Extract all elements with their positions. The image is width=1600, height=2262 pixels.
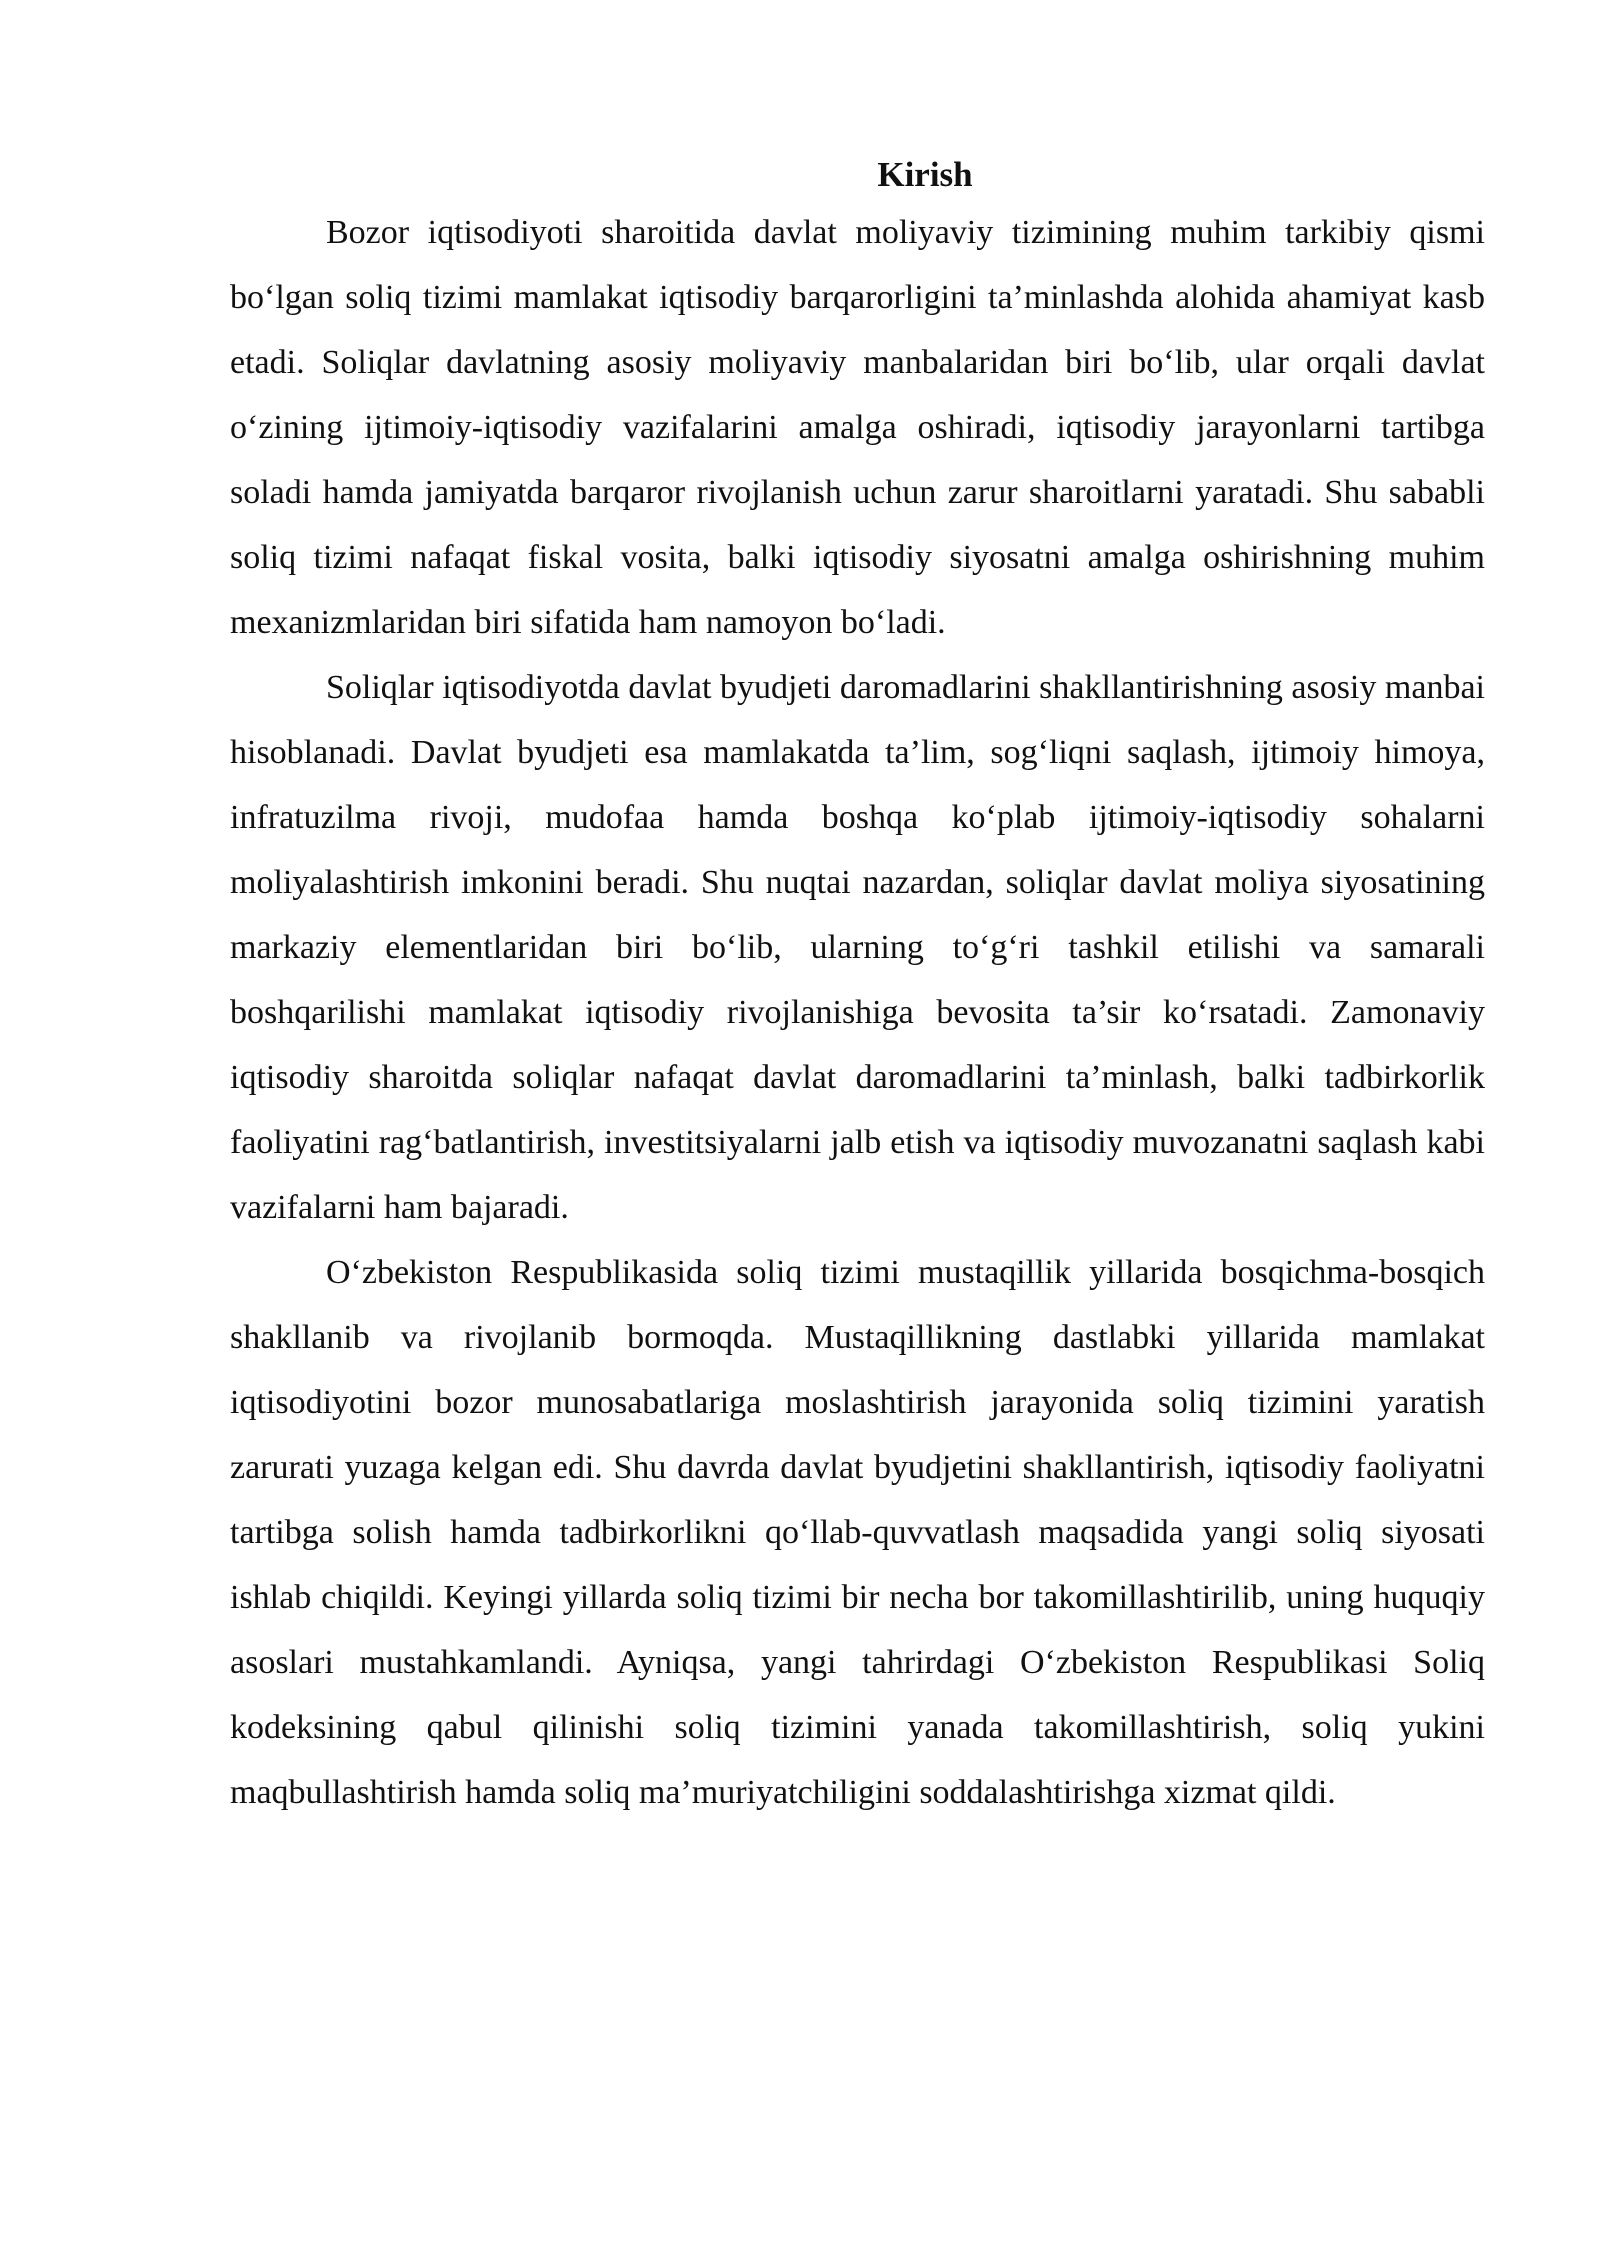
paragraph-2: Soliqlar iqtisodiyotda davlat byudjeti daromadlarini shakllantirishning asosiy manbai hisoblanadi. Davlat byudjeti esa mamlakatda ta’lim, sog‘liqni saqlash, ijtimoiy himoya, infratuzilma rivoji, mudofaa hamda boshqa ko‘plab ijtimoiy-iqtisodiy sohalarni moliyalashtirish imkonini beradi. Shu nuqtai nazardan, soliqlar davlat moliya siyosatining markaziy elementlaridan biri bo‘lib, ularning to‘g‘ri tashkil etilishi va samarali boshqarilishi mamlakat iqtisodiy rivojlanishiga bevosita ta’sir ko‘rsatadi. Zamonaviy iqtisodiy sharoitda soliqlar nafaqat davlat daromadlarini ta’minlash, balki tadbirkorlik faoliyatini rag‘batlantirish, investitsiyalarni jalb etish va iqtisodiy muvozanatni saqlash kabi vazifalarni ham bajaradi. (230, 669, 1485, 1226)
paragraph-1: Bozor iqtisodiyoti sharoitida davlat moliyaviy tizimining muhim tarkibiy qismi bo‘lgan soliq tizimi mamlakat iqtisodiy barqarorligini ta’minlashda alohida ahamiyat kasb etadi. Soliqlar davlatning asosiy moliyaviy manbalaridan biri bo‘lib, ular orqali davlat o‘zining ijtimoiy-iqtisodiy vazifalarini amalga oshiradi, iqtisodiy jarayonlarni tartibga soladi hamda jamiyatda barqaror rivojlanish uchun zarur sharoitlarni yaratadi. Shu sababli soliq tizimi nafaqat fiskal vosita, balki iqtisodiy siyosatni amalga oshirishning muhim mexanizmlaridan biri sifatida ham namoyon bo‘ladi. (230, 214, 1485, 641)
paragraph-3: O‘zbekiston Respublikasida soliq tizimi mustaqillik yillarida bosqichma-bosqich shakllanib va rivojlanib bormoqda. Mustaqillikning dastlabki yillarida mamlakat iqtisodiyotini bozor munosabatlariga moslashtirish jarayonida soliq tizimini yaratish zarurati yuzaga kelgan edi. Shu davrda davlat byudjetini shakllantirish, iqtisodiy faoliyatni tartibga solish hamda tadbirkorlikni qo‘llab-quvvatlash maqsadida yangi soliq siyosati ishlab chiqildi. Keyingi yillarda soliq tizimi bir necha bor takomillashtirilib, uning huquqiy asoslari mustahkamlandi. Ayniqsa, yangi tahrirdagi O‘zbekiston Respublikasi Soliq kodeksining qabul qilinishi soliq tizimini yanada takomillashtirish, soliq yukini maqbullashtirish hamda soliq ma’muriyatchiligini soddalashtirishga xizmat qildi. (230, 1254, 1485, 1811)
page-title: Kirish (877, 155, 973, 194)
